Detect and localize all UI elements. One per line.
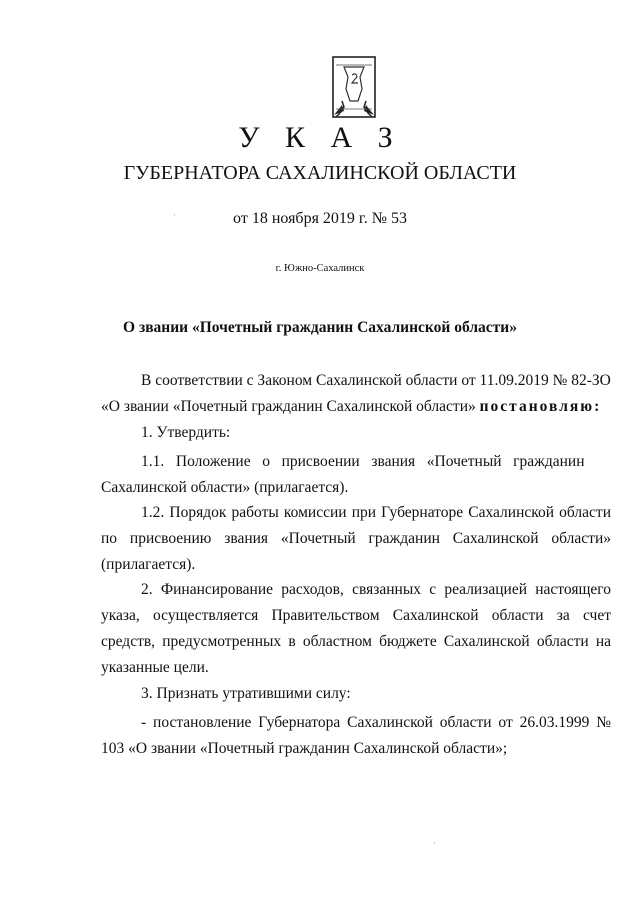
paragraph-3-item-1: - постановление Губернатора Сахалинской области от 26.03.1999 № 103 «О звании «Почетный гражданин Сахалинской области»; [101, 714, 611, 757]
paragraph-1-1-line-2: Сахалинской области» (прилагается). [101, 479, 349, 496]
preamble-line-1: В соответствии с Законом Сахалинской области от 11.09.2019 № 82-ЗО [141, 372, 611, 389]
decree-title: У К А З [238, 121, 402, 154]
scan-speck: · [433, 838, 436, 848]
scan-speck: · [173, 210, 176, 220]
paragraph-1-1-line-1: 1.1. Положение о присвоении звания «Почетный гражданин [141, 453, 585, 470]
decree-heading: О звании «Почетный гражданин Сахалинской области» [123, 319, 517, 336]
decree-issuer: ГУБЕРНАТОРА САХАЛИНСКОЙ ОБЛАСТИ [123, 162, 517, 184]
paragraph-3: 3. Признать утратившими силу: [141, 685, 351, 702]
coat-of-arms-icon [330, 55, 378, 121]
decree-city: г. Южно-Сахалинск [275, 263, 365, 274]
decree-date-number: от 18 ноября 2019 г. № 53 [233, 210, 407, 227]
postanovlyayu-keyword: постановляю: [479, 398, 602, 415]
paragraph-1-2: 1.2. Порядок работы комиссии при Губернаторе Сахалинской области по присвоению звания «Почетный гражданин Сахалинской области» (прилагается). [101, 504, 611, 573]
paragraph-2: 2. Финансирование расходов, связанных с реализацией настоящего указа, осуществляется Правительством Сахалинской области за счет средств, предусмотренных в областном бюджете Сахалинской области на указанные цели. [101, 581, 611, 676]
paragraph-1: 1. Утвердить: [141, 424, 231, 441]
preamble-line-2 [101, 394, 611, 420]
preamble-law-title: «О звании «Почетный гражданин Сахалинской области» [101, 398, 476, 415]
